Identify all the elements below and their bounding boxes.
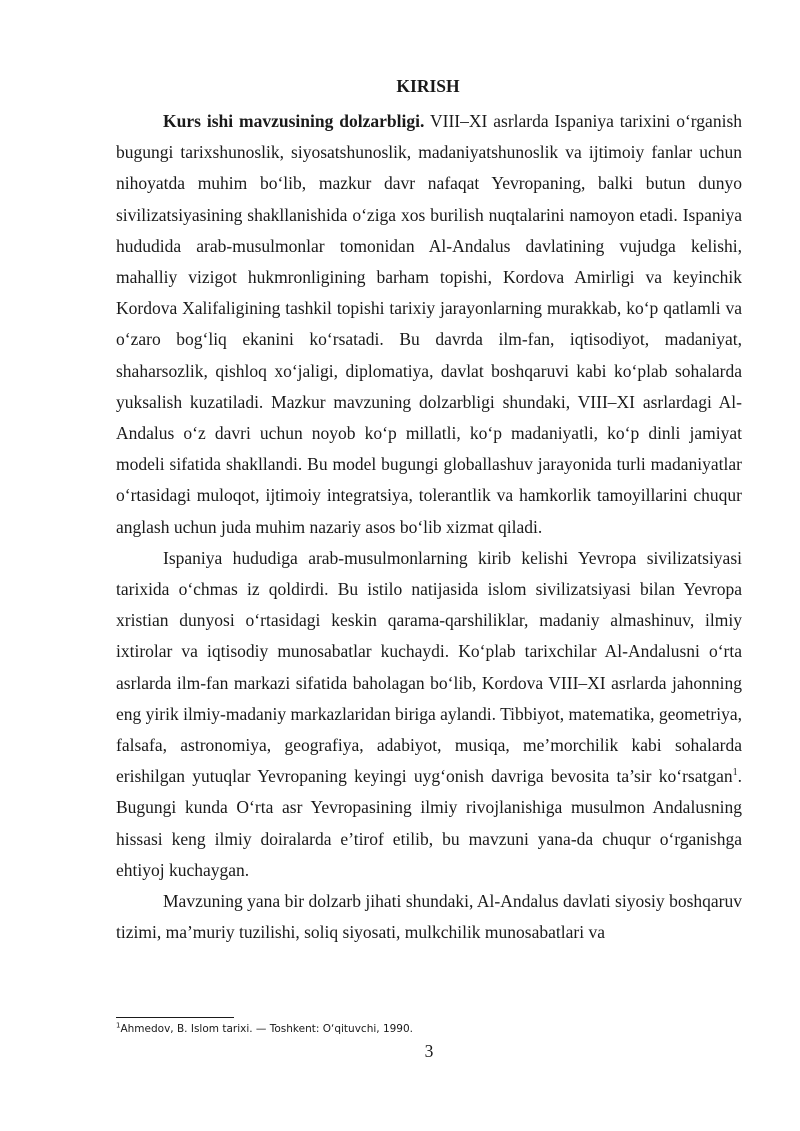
paragraph-arab-conquest (116, 543, 742, 886)
footnote (116, 1022, 742, 1036)
footnote-reference[interactable]: 1 (732, 767, 738, 779)
paragraph-governance (116, 886, 742, 948)
paragraph-text: VIII–XI asrlarda Ispaniya tarixini o‘rganish bugungi tarixshunoslik, siyosatshunoslik, madaniyatshunoslik va ijtimoiy fanlar uchun nihoyatda muhim bo‘lib, mazkur davr nafaqat Yevropaning, balki butun dunyo sivilizatsiyasining shakllanishida o‘ziga xos burilish nuqtalarini namoyon etadi. Ispaniya hududida arab-musulmonlar tomonidan Al-Andalus davlatining vujudga kelishi, mahalliy vizigot hukmronligining barham topishi, Kordova Amirligi va keyinchik Kordova Xalifaligining tashkil topishi tarixiy jarayonlarning murakkab, ko‘p qatlamli va o‘zaro bog‘liq ekanini ko‘rsatadi. Bu davrda ilm-fan, iqtisodiyot, madaniyat, shaharsozlik, qishloq xo‘jaligi, diplomatiya, davlat boshqaruvi kabi ko‘plab sohalarda yuksalish kuzatiladi. Mazkur mavzuning dolzarbligi shundaki, VIII–XI asrlardagi Al-Andalus o‘z davri uchun noyob ko‘p millatli, ko‘p madaniyatli, ko‘p dinli jamiyat modeli sifatida shakllandi. Bu model bugungi globallashuv jarayonida turli madaniyatlar o‘rtasidagi muloqot, ijtimoiy integratsiya, tolerantlik va hamkorlik tamoyillarini chuqur anglash uchun juda muhim nazariy asos bo‘lib xizmat qiladi. (116, 111, 743, 537)
paragraph-text: Ispaniya hududiga arab-musulmonlarning kirib kelishi Yevropa sivilizatsiyasi tarixida o‘chmas iz qoldirdi. Bu istilo natijasida islom sivilizatsiyasi bilan Yevropa xristian dunyosi o‘rtasidagi keskin qarama-qarshiliklar, madaniy almashinuv, ilmiy ixtirolar va iqtisodiy munosabatlar kuchaydi. Ko‘plab tarixchilar Al-Andalusni o‘rta asrlarda ilm-fan markazi sifatida baholagan bo‘lib, Kordova VIII–XI asrlarda jahonning eng yirik ilmiy-madaniy markazlaridan biriga aylandi. Tibbiyot, matematika, geometriya, falsafa, astronomiya, geografiya, adabiyot, musiqa, me’morchilik kabi sohalarda erishilgan yutuqlar Yevropaning keyingi uyg‘onish davriga bevosita ta’sir ko‘rsatgan (116, 547, 742, 787)
footnote-number: 1 (116, 1021, 121, 1030)
page-title: KIRISH (396, 76, 460, 96)
paragraph-relevance (116, 106, 742, 543)
section-lead: Kurs ishi mavzusining dolzarbligi. (163, 111, 425, 131)
document-body (116, 106, 742, 948)
page-number: 3 (424, 1041, 434, 1061)
paragraph-text: . Bugungi kunda O‘rta asr Yevropasining ilmiy rivojlanishiga musulmon Andalusning hissasi keng ilmiy doiralarda e’tirof etilib, bu mavzuni yana-da chuqur o‘rganishga ehtiyoj kuchaygan. (116, 766, 742, 880)
footnote-text: Ahmedov, B. Islom tarixi. — Toshkent: O‘qituvchi, 1990. (120, 1023, 413, 1035)
paragraph-text: Mavzuning yana bir dolzarb jihati shundaki, Al-Andalus davlati siyosiy boshqaruv tizimi, ma’muriy tuzilishi, soliq siyosati, mulkchilik munosabatlari va (116, 891, 742, 943)
footnote-divider (116, 1017, 234, 1018)
